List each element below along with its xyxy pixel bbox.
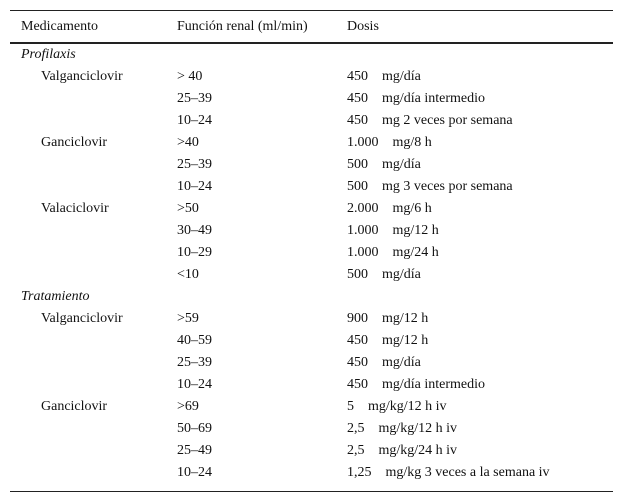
dose-cell xyxy=(347,330,428,352)
drug-cell: Ganciclovir xyxy=(41,135,108,150)
renal-function-cell: > 40 xyxy=(177,69,203,84)
dose-unit: mg/12 h xyxy=(382,311,429,326)
dose-cell xyxy=(347,418,457,440)
renal-function-cell: 10–24 xyxy=(177,465,212,480)
dose-unit: mg/día intermedio xyxy=(382,91,486,106)
dose-unit: mg/día intermedio xyxy=(382,377,486,392)
dose-cell xyxy=(347,396,447,418)
dose-value: 1,25 xyxy=(347,465,372,480)
dose-cell xyxy=(347,88,485,110)
dose-unit: mg/día xyxy=(382,355,421,370)
dose-cell xyxy=(347,66,421,88)
dose-unit: mg/kg/12 h iv xyxy=(378,421,458,436)
dose-unit: mg/24 h xyxy=(392,245,439,260)
header-medicamento: Medicamento xyxy=(21,19,98,34)
renal-function-cell: 10–29 xyxy=(177,245,212,260)
dose-cell xyxy=(347,374,485,396)
dose-cell xyxy=(347,264,421,286)
dose-cell xyxy=(347,440,457,462)
drug-cell: Valganciclovir xyxy=(41,311,123,326)
dose-cell xyxy=(347,352,421,374)
section-label: Tratamiento xyxy=(21,289,90,304)
table-bottom-rule xyxy=(10,491,613,492)
dose-value: 450 xyxy=(347,113,368,128)
table-row xyxy=(0,462,624,484)
renal-function-cell: >59 xyxy=(177,311,199,326)
renal-function-cell: >40 xyxy=(177,135,199,150)
dose-value: 2,5 xyxy=(347,421,365,436)
header-dosis: Dosis xyxy=(347,19,379,34)
table-row xyxy=(0,66,624,88)
dose-unit: mg/12 h xyxy=(392,223,439,238)
dose-unit: mg 2 veces por semana xyxy=(382,113,513,128)
table-row xyxy=(0,418,624,440)
dose-unit: mg/kg/24 h iv xyxy=(378,443,458,458)
renal-function-cell: >50 xyxy=(177,201,199,216)
section-label: Profilaxis xyxy=(21,47,76,62)
dose-value: 5 xyxy=(347,399,354,414)
dose-cell xyxy=(347,132,432,154)
table-row xyxy=(0,396,624,418)
dose-cell xyxy=(347,220,439,242)
renal-function-cell: 25–49 xyxy=(177,443,212,458)
table-row xyxy=(0,220,624,242)
renal-function-cell: 25–39 xyxy=(177,157,212,172)
table-row xyxy=(0,242,624,264)
renal-function-cell: 10–24 xyxy=(177,179,212,194)
drug-cell: Ganciclovir xyxy=(41,399,108,414)
dose-unit: mg/8 h xyxy=(392,135,432,150)
dose-value: 1.000 xyxy=(347,245,379,260)
dose-value: 450 xyxy=(347,377,368,392)
dose-value: 450 xyxy=(347,69,368,84)
dose-value: 500 xyxy=(347,179,368,194)
renal-function-cell: 10–24 xyxy=(177,377,212,392)
table-row xyxy=(0,110,624,132)
table-row xyxy=(0,374,624,396)
header-funcion-renal: Función renal (ml/min) xyxy=(177,19,308,34)
dose-value: 450 xyxy=(347,91,368,106)
dose-cell xyxy=(347,198,432,220)
table-row xyxy=(0,352,624,374)
dose-unit: mg/día xyxy=(382,69,421,84)
table-row xyxy=(0,132,624,154)
table-row xyxy=(0,154,624,176)
renal-function-cell: 30–49 xyxy=(177,223,212,238)
dose-value: 1.000 xyxy=(347,135,379,150)
dose-value: 900 xyxy=(347,311,368,326)
renal-function-cell: 25–39 xyxy=(177,355,212,370)
dose-cell xyxy=(347,242,439,264)
dose-cell xyxy=(347,308,428,330)
drug-cell: Valganciclovir xyxy=(41,69,123,84)
dose-unit: mg/día xyxy=(382,157,421,172)
table-row xyxy=(0,264,624,286)
dose-cell xyxy=(347,110,513,132)
dose-value: 1.000 xyxy=(347,223,379,238)
dose-value: 2.000 xyxy=(347,201,379,216)
dose-unit: mg/día xyxy=(382,267,421,282)
table-header-row xyxy=(0,15,624,39)
renal-function-cell: 50–69 xyxy=(177,421,212,436)
table-top-rule xyxy=(10,10,613,11)
table-row xyxy=(0,308,624,330)
renal-function-cell: <10 xyxy=(177,267,199,282)
section-row xyxy=(0,286,624,308)
dose-cell xyxy=(347,176,513,198)
dose-value: 500 xyxy=(347,267,368,282)
table-row xyxy=(0,88,624,110)
dose-unit: mg/12 h xyxy=(382,333,429,348)
drug-cell: Valaciclovir xyxy=(41,201,109,216)
section-row xyxy=(0,44,624,66)
table-row xyxy=(0,330,624,352)
renal-function-cell: 10–24 xyxy=(177,113,212,128)
renal-function-cell: 25–39 xyxy=(177,91,212,106)
table-row xyxy=(0,198,624,220)
table-row xyxy=(0,176,624,198)
renal-function-cell: 40–59 xyxy=(177,333,212,348)
dose-unit: mg/6 h xyxy=(392,201,432,216)
renal-function-cell: >69 xyxy=(177,399,199,414)
table-row xyxy=(0,440,624,462)
dose-value: 450 xyxy=(347,333,368,348)
dose-value: 450 xyxy=(347,355,368,370)
dose-cell xyxy=(347,154,421,176)
dose-unit: mg 3 veces por semana xyxy=(382,179,513,194)
dose-unit: mg/kg 3 veces a la semana iv xyxy=(385,465,550,480)
dose-unit: mg/kg/12 h iv xyxy=(368,399,447,414)
dose-value: 500 xyxy=(347,157,368,172)
dose-cell xyxy=(347,462,550,484)
dose-value: 2,5 xyxy=(347,443,365,458)
